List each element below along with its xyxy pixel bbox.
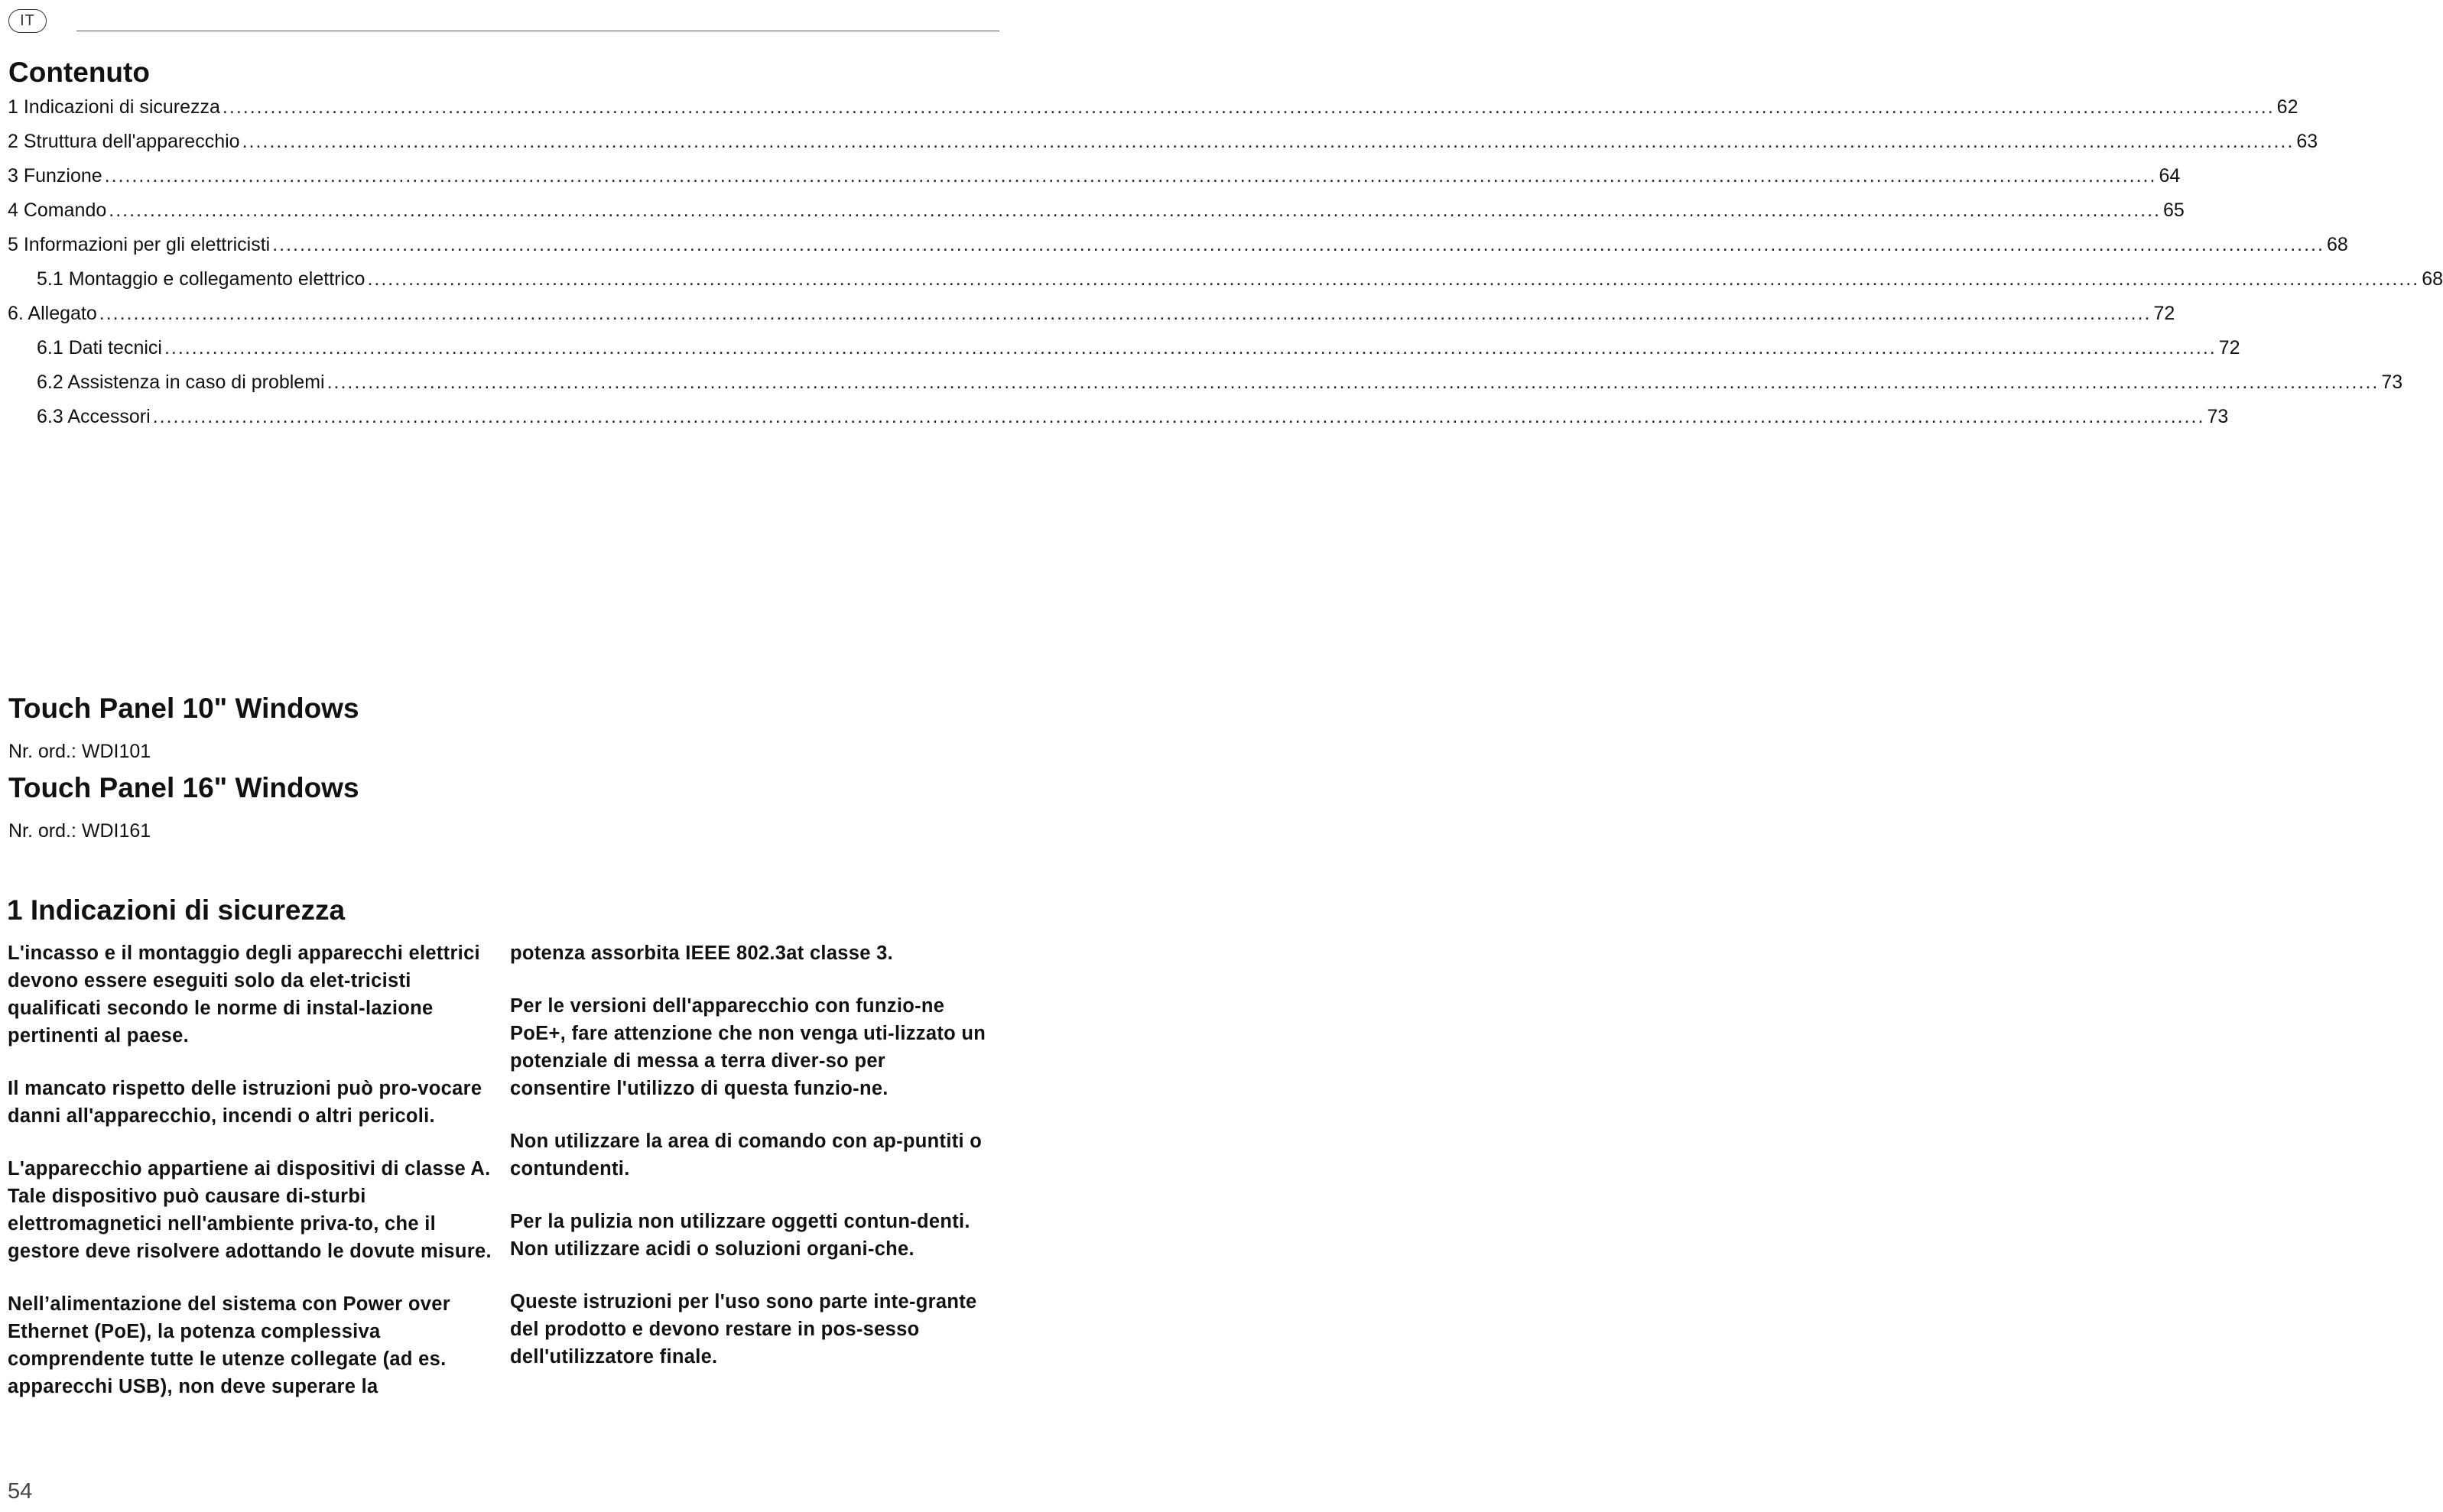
toc-leader-dots: ............................................................................................................................................................................................................................................................................................................ [152,406,2205,427]
toc-leader-dots: ............................................................................................................................................................................................................................................................................................................ [367,268,2420,290]
safety-paragraph: Per la pulizia non utilizzare oggetti contun-denti. Non utilizzare acidi o soluzioni organi-che. [510,1211,970,1260]
toc-entry-page: 72 [2218,337,2240,359]
toc-entry-label: 6. Allegato [8,303,97,324]
toc-entry[interactable] [8,234,2348,268]
safety-paragraph: Nell’alimentazione del sistema con Power over Ethernet (PoE), la potenza complessiva comprendente tutte le utenze collegate (ad es. apparecchi USB), non deve superare la [8,1293,450,1397]
toc-leader-dots: ............................................................................................................................................................................................................................................................................................................ [326,372,2380,393]
toc-leader-dots: ............................................................................................................................................................................................................................................................................................................ [104,165,2157,187]
safety-paragraph: L'apparecchio appartiene ai dispositivi di classe A. Tale dispositivo può causare di-sturbi elettromagnetici nell'ambiente priva-to, che il gestore deve risolvere adottando le dovute misure. [8,1158,492,1262]
toc-entry[interactable] [8,165,2181,200]
safety-paragraph: potenza assorbita IEEE 802.3at classe 3. [510,943,893,964]
toc-entry-label: 3 Funzione [8,165,102,187]
safety-paragraph: Queste istruzioni per l'uso sono parte inte-grante del prodotto e devono restare in pos-sesso dell'utilizzatore finale. [510,1291,977,1368]
toc-leader-dots: ............................................................................................................................................................................................................................................................................................................ [272,234,2324,255]
toc-entry[interactable] [8,268,2443,303]
toc-leader-dots: ............................................................................................................................................................................................................................................................................................................ [222,96,2275,118]
toc-entry-label: 5 Informazioni per gli elettricisti [8,234,271,255]
safety-right-column [510,939,992,1396]
safety-section-title: 1 Indicazioni di sicurezza [7,894,346,926]
safety-paragraph: L'incasso e il montaggio degli apparecchi elettrici devono essere eseguiti solo da elet-tricisti qualificati secondo le norme di instal-lazione pertinenti al paese. [8,943,480,1046]
toc-entry-page: 68 [2326,234,2348,255]
language-badge: IT [8,9,47,33]
order-number-16: Nr. ord.: WDI161 [8,820,151,842]
toc-leader-dots: ............................................................................................................................................................................................................................................................................................................ [164,337,2217,359]
safety-paragraph: Non utilizzare la area di comando con ap-puntiti o contundenti. [510,1131,983,1179]
toc-entry-label: 6.3 Accessori [37,406,151,427]
safety-paragraph: Per le versioni dell'apparecchio con funzio-ne PoE+, fare attenzione che non venga uti-lizzato un potenziale di messa a terra diver-so per consentire l'utilizzo di questa funzio-ne. [510,995,986,1099]
table-of-contents [8,96,2443,440]
toc-entry[interactable] [8,337,2240,372]
safety-left-column [8,939,493,1426]
safety-paragraph: Il mancato rispetto delle istruzioni può pro-vocare danni all'apparecchio, incendi o altri pericoli. [8,1078,482,1127]
toc-entry[interactable] [8,131,2318,165]
toc-entry-page: 64 [2159,165,2181,187]
product-title-16: Touch Panel 16" Windows [8,772,359,803]
page-number: 54 [8,1479,33,1504]
toc-entry-page: 65 [2163,200,2185,221]
toc-entry-page: 72 [2153,303,2175,324]
toc-entry[interactable] [8,303,2175,337]
order-number-10: Nr. ord.: WDI101 [8,741,151,762]
toc-entry[interactable] [8,200,2185,234]
toc-entry-page: 63 [2296,131,2318,152]
toc-entry-label: 6.1 Dati tecnici [37,337,162,359]
toc-entry-page: 73 [2207,406,2229,427]
toc-entry-label: 4 Comando [8,200,107,221]
toc-entry-label: 2 Struttura dell'apparecchio [8,131,240,152]
product-title-10: Touch Panel 10" Windows [8,693,359,724]
toc-entry-label: 6.2 Assistenza in caso di problemi [37,372,325,393]
toc-leader-dots: ............................................................................................................................................................................................................................................................................................................ [99,303,2152,324]
toc-entry-label: 5.1 Montaggio e collegamento elettrico [37,268,365,290]
toc-leader-dots: ............................................................................................................................................................................................................................................................................................................ [242,131,2295,152]
toc-entry[interactable] [8,406,2229,440]
toc-title: Contenuto [8,57,150,88]
toc-entry[interactable] [8,96,2298,131]
toc-entry-label: 1 Indicazioni di sicurezza [8,96,220,118]
toc-entry-page: 73 [2381,372,2403,393]
toc-entry-page: 62 [2276,96,2298,118]
toc-entry-page: 68 [2422,268,2443,290]
toc-leader-dots: ............................................................................................................................................................................................................................................................................................................ [109,200,2161,221]
toc-entry[interactable] [8,372,2403,406]
